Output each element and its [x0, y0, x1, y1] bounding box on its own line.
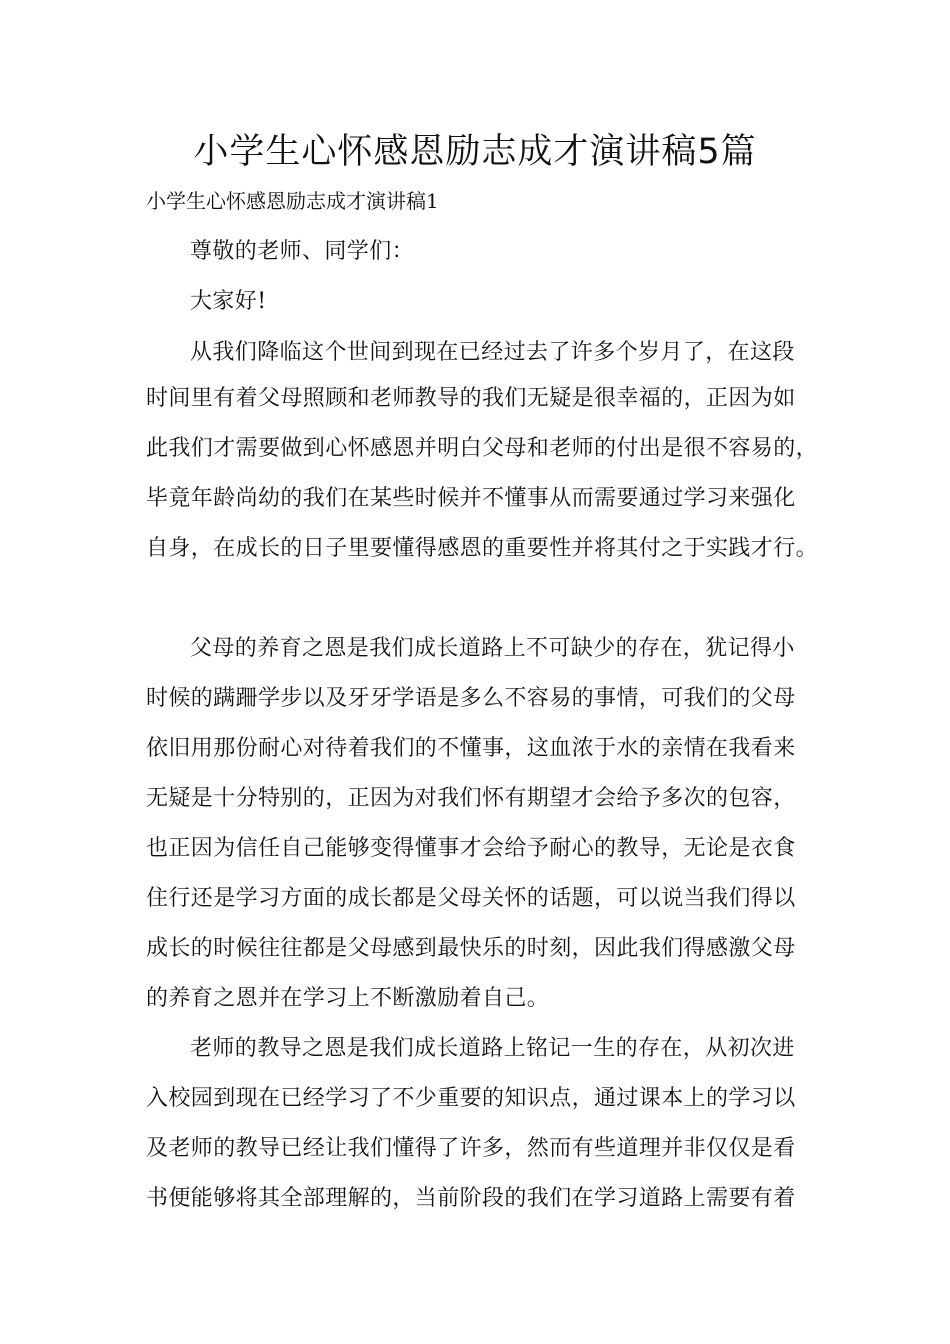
paragraph-line: 入校园到现在已经学习了不少重要的知识点，通过课本上的学习以	[146, 1086, 796, 1111]
paragraph-line: 书便能够将其全部理解的，当前阶段的我们在学习道路上需要有着	[146, 1186, 796, 1211]
document-title: 小学生心怀感恩励志成才演讲稿5篇	[193, 132, 757, 172]
paragraph-line: 自身，在成长的日子里要懂得感恩的重要性并将其付之于实践才行。	[146, 536, 819, 561]
paragraph-line: 也正因为信任自己能够变得懂事才会给予耐心的教导，无论是衣食	[146, 836, 796, 861]
speech-subtitle: 小学生心怀感恩励志成才演讲稿1	[146, 189, 439, 213]
paragraph-line: 成长的时候往往都是父母感到最快乐的时刻，因此我们得感激父母	[146, 936, 796, 961]
paragraph-line: 的养育之恩并在学习上不断激励着自己。	[146, 986, 550, 1011]
paragraph-line: 父母的养育之恩是我们成长道路上不可缺少的存在，犹记得小	[190, 636, 795, 661]
paragraph-line: 从我们降临这个世间到现在已经过去了许多个岁月了，在这段	[190, 340, 795, 365]
paragraph-line: 老师的教导之恩是我们成长道路上铭记一生的存在，从初次进	[190, 1036, 795, 1061]
paragraph-line: 此我们才需要做到心怀感恩并明白父母和老师的付出是很不容易的，	[146, 436, 819, 461]
paragraph-line: 及老师的教导已经让我们懂得了许多，然而有些道理并非仅仅是看	[146, 1136, 796, 1161]
salutation: 尊敬的老师、同学们：	[190, 239, 415, 264]
paragraph-line: 住行还是学习方面的成长都是父母关怀的话题，可以说当我们得以	[146, 886, 796, 911]
paragraph-line: 时候的蹒跚学步以及牙牙学语是多么不容易的事情，可我们的父母	[146, 686, 796, 711]
paragraph-line: 依旧用那份耐心对待着我们的不懂事，这血浓于水的亲情在我看来	[146, 736, 796, 761]
paragraph-line: 时间里有着父母照顾和老师教导的我们无疑是很幸福的，正因为如	[146, 386, 796, 411]
paragraph-line: 无疑是十分特别的，正因为对我们怀有期望才会给予多次的包容，	[146, 786, 796, 811]
paragraph-line: 毕竟年龄尚幼的我们在某些时候并不懂事从而需要通过学习来强化	[146, 486, 796, 511]
greeting: 大家好!	[190, 289, 267, 314]
